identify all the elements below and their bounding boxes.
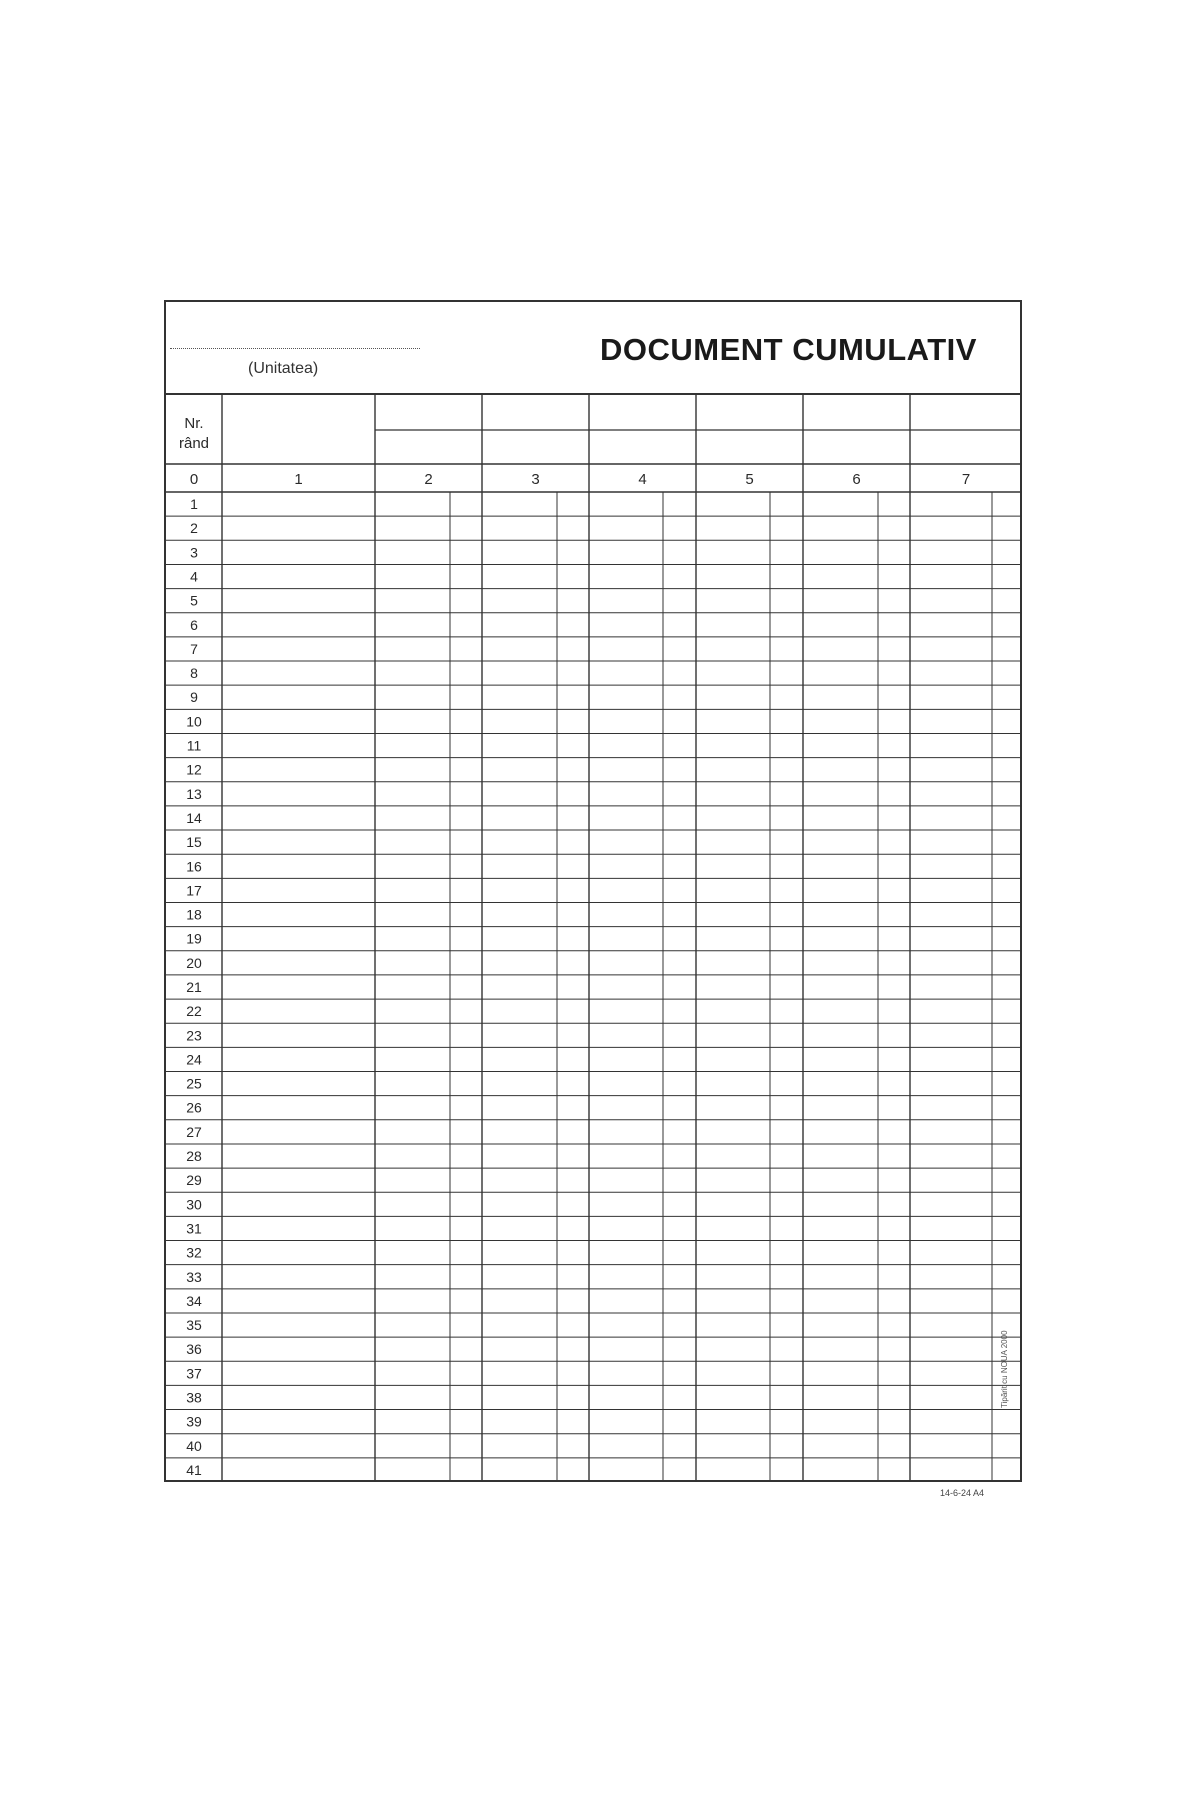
column-number: 2 [424,471,433,488]
grid-lines [166,394,1022,1482]
row-number: 26 [186,1099,202,1116]
row-number: 6 [190,616,198,633]
row-number: 14 [186,809,202,826]
row-number: 3 [190,544,198,561]
row-number: 28 [186,1148,202,1165]
row-number: 35 [186,1317,202,1334]
footer-form-code: 14-6-24 A4 [940,1488,985,1498]
column-number-labels [190,471,970,488]
row-number: 16 [186,858,202,875]
row-number: 20 [186,954,202,971]
row-number: 38 [186,1389,202,1406]
row-number: 7 [190,640,198,657]
row-number: 41 [186,1461,202,1478]
row-number: 30 [186,1196,202,1213]
row-number: 1 [190,496,198,513]
row-number: 5 [190,592,198,609]
column-number: 7 [961,471,971,488]
column-number: 1 [294,471,303,488]
row-number-labels [186,496,202,1478]
row-number: 9 [190,689,198,706]
unit-caption: (Unitatea) [248,360,319,377]
column-number: 6 [852,471,861,488]
row-header-rand: rând [178,435,210,452]
row-number: 23 [186,1027,202,1044]
row-number: 15 [186,834,202,851]
row-number: 34 [186,1292,202,1309]
row-number: 39 [186,1413,202,1430]
form-grid [166,302,1024,1484]
row-number: 27 [186,1123,202,1140]
column-number: 0 [189,471,199,488]
row-number: 12 [186,761,202,778]
row-number: 13 [186,785,202,802]
row-number: 18 [186,906,202,923]
row-number: 4 [190,568,198,585]
column-number: 5 [745,471,754,488]
row-number: 31 [186,1220,202,1237]
row-header-nr: Nr. [184,415,204,432]
row-number: 21 [186,979,202,995]
row-number: 8 [190,665,198,682]
row-number: 40 [186,1437,202,1454]
row-number: 10 [186,713,202,730]
printer-side-note: Tipărit cu NOUA 2000 [1000,1330,1009,1408]
row-number: 19 [186,930,202,947]
row-number: 36 [186,1341,202,1358]
document-title: DOCUMENT CUMULATIV [600,332,977,367]
row-number: 11 [186,737,202,754]
row-number: 22 [186,1003,202,1020]
row-number: 2 [190,520,198,537]
cumulative-document-form [164,300,1022,1482]
column-number: 4 [638,471,647,488]
row-number: 29 [186,1172,202,1189]
row-number: 25 [186,1075,202,1092]
row-number: 17 [186,882,202,899]
row-number: 24 [186,1051,202,1068]
row-number: 37 [186,1365,202,1382]
row-number: 33 [186,1268,202,1285]
row-number: 32 [186,1244,202,1261]
column-number: 3 [531,471,540,488]
